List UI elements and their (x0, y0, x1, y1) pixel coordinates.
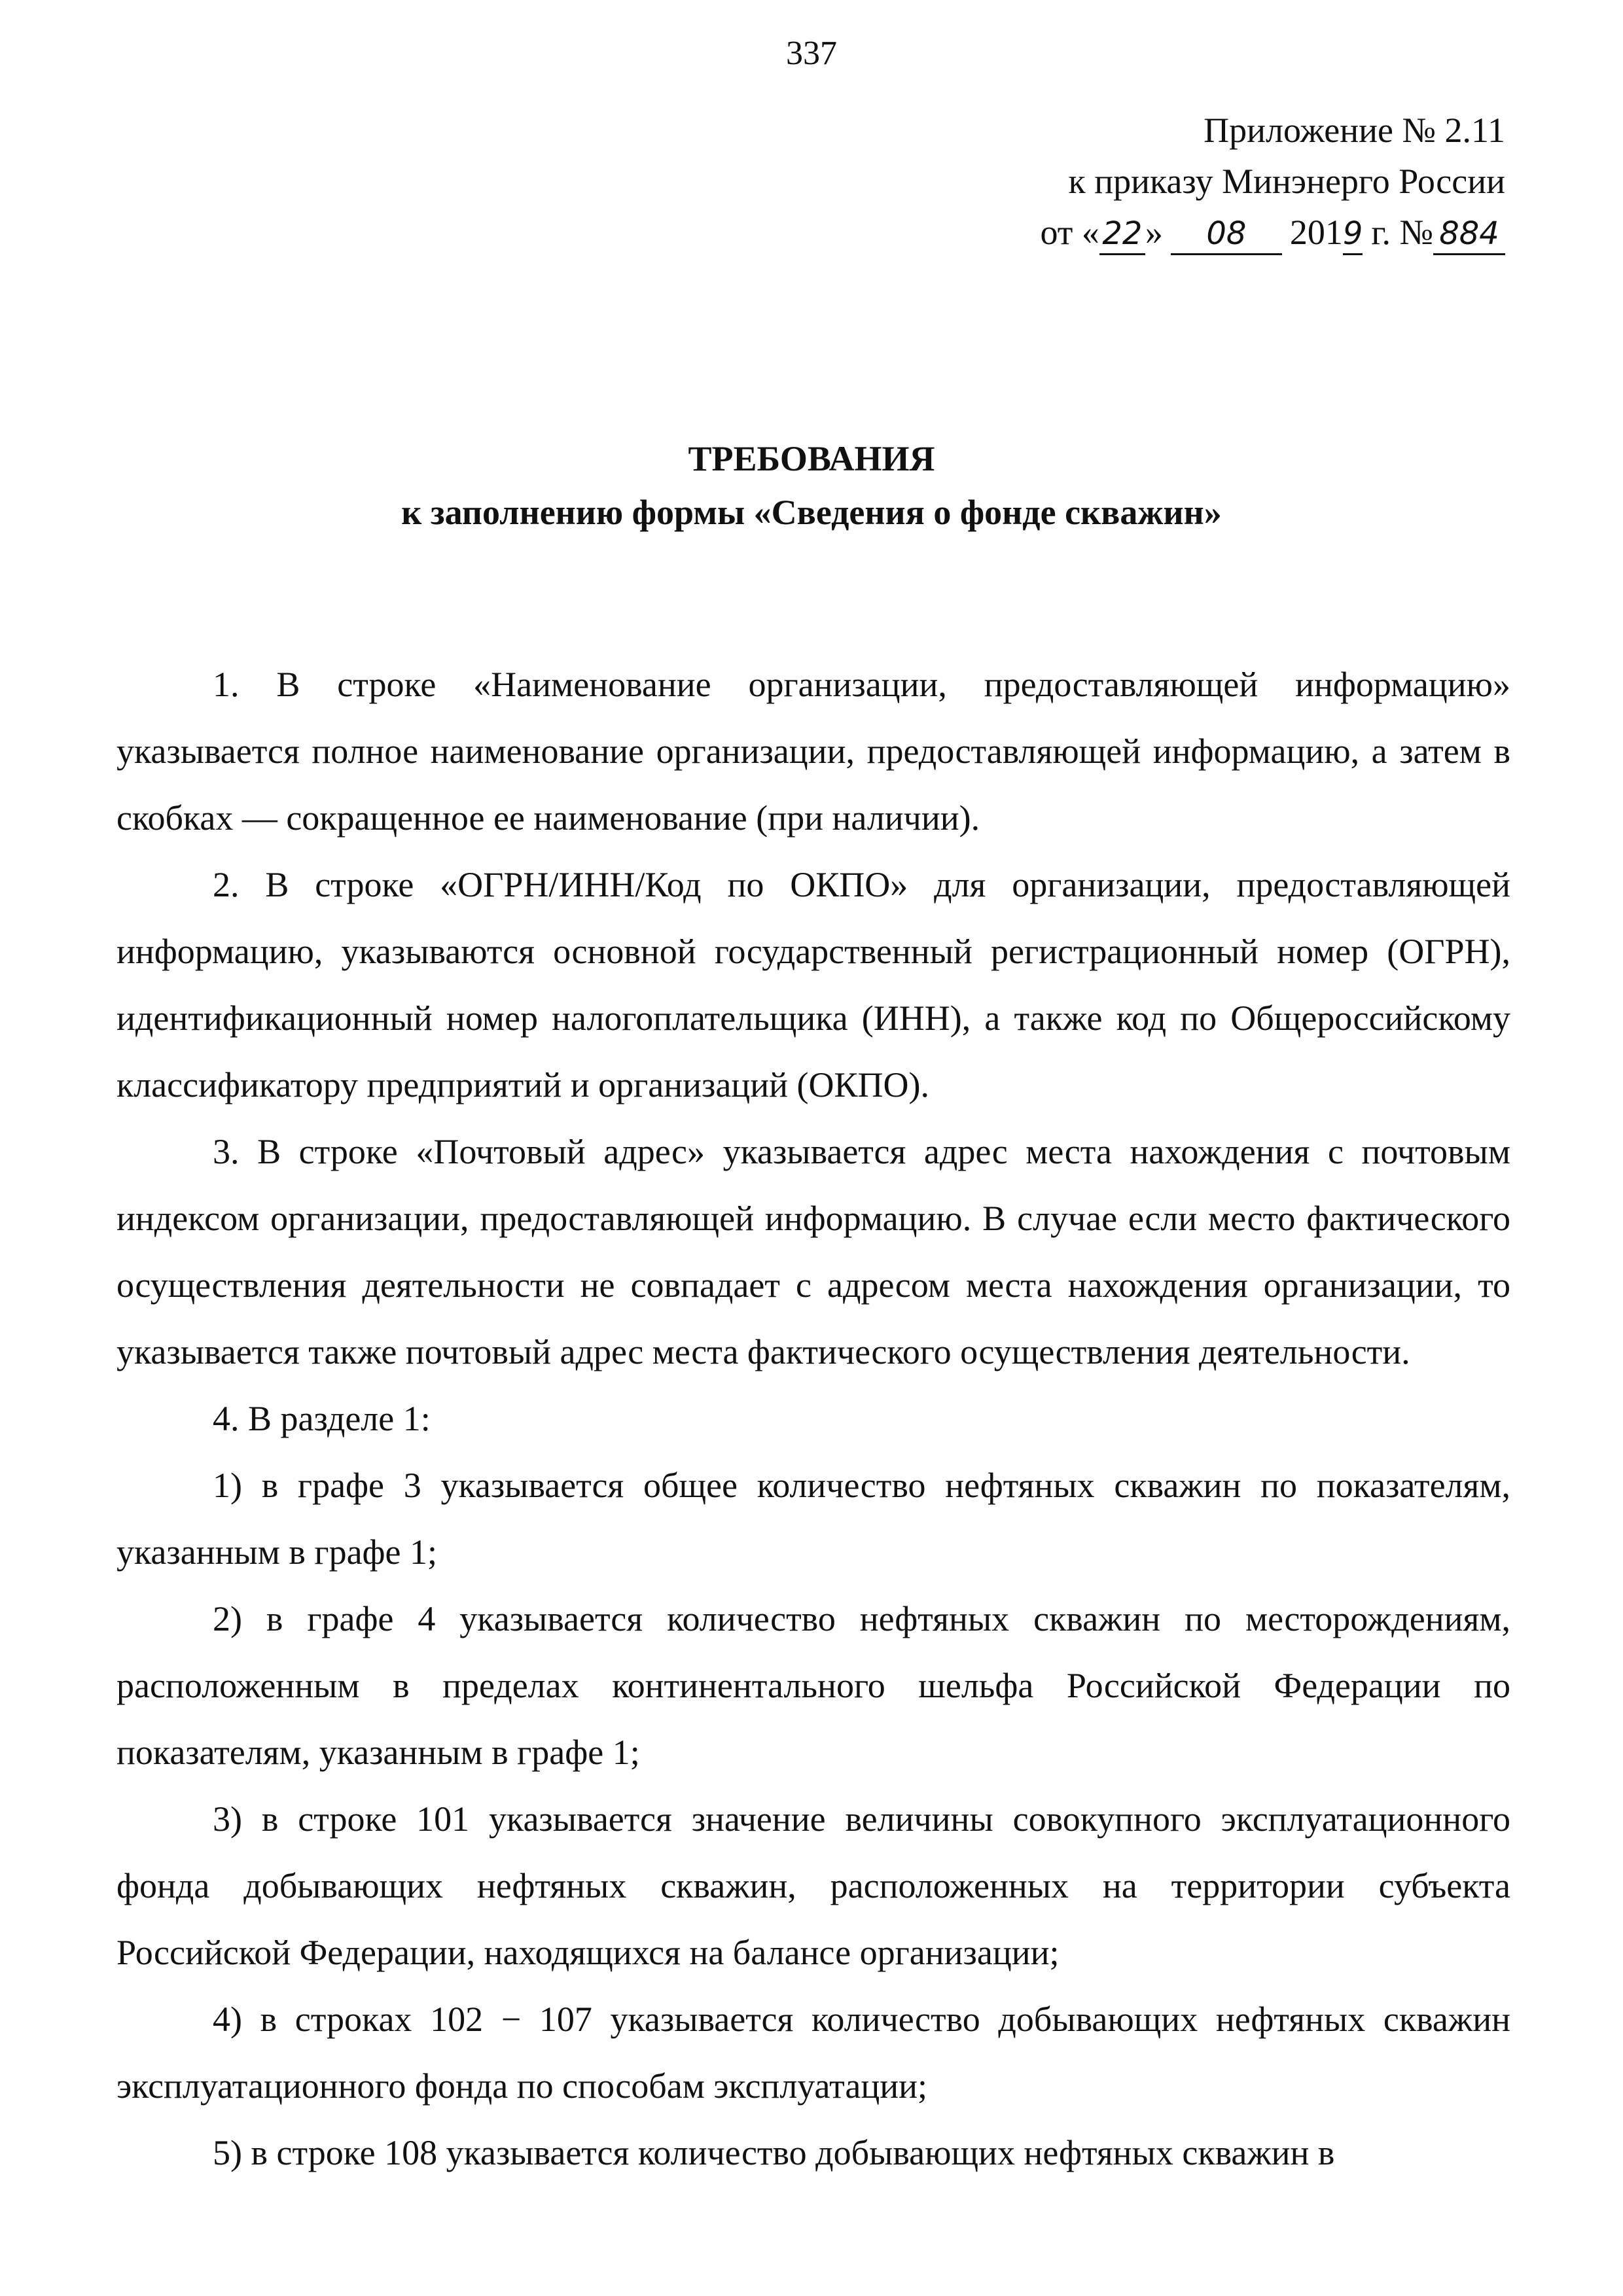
title-subheading: к заполнению формы «Сведения о фонде скважин» (401, 493, 1222, 532)
date-quote-close: » (1145, 213, 1163, 252)
paragraph-1: 1. В строке «Наименование организации, предоставляющей информацию» указывается полное наименование организации, предоставляющей информацию, а затем в скобках — сокращенное ее наименование (при наличии). (116, 665, 1510, 838)
handwritten-year-digit: 9 (1343, 214, 1363, 255)
document-title (0, 432, 1623, 539)
list-item-4: 4) в строках 102 − 107 указывается количество добывающих нефтяных скважин эксплуатационного фонда по способам эксплуатации; (116, 2000, 1510, 2106)
paragraph-4: 4. В разделе 1: (213, 1399, 431, 1438)
year-suffix: г. № (1362, 213, 1433, 252)
paragraph-3: 3. В строке «Почтовый адрес» указывается адрес места нахождения с почтовым индексом организации, предоставляющей информацию. В случае если место фактического осуществления деятельности не совпадает с адресом места нахождения организации, то указывается также почтовый адрес места фактического осуществления деятельности. (116, 1132, 1510, 1371)
appendix-date-line (995, 207, 1505, 258)
list-item-1: 1) в графе 3 указывается общее количество нефтяных скважин по показателям, указанным в графе 1; (116, 1466, 1510, 1572)
title-heading: ТРЕБОВАНИЯ (688, 439, 935, 478)
appendix-title: Приложение № 2.11 (1204, 111, 1505, 150)
date-prefix: от « (1040, 213, 1099, 252)
page-number: 337 (786, 35, 837, 72)
appendix-order-reference: к приказу Минэнерго России (1068, 162, 1505, 201)
paragraph-2: 2. В строке «ОГРН/ИНН/Код по ОКПО» для организации, предоставляющей информацию, указываются основной государственный регистрационный номер (ОГРН), идентификационный номер налогоплательщика (ИНН), а также код по Общероссийскому классификатору предприятий и организаций (ОКПО). (116, 865, 1510, 1104)
list-item-3: 3) в строке 101 указывается значение величины совокупного эксплуатационного фонда добывающих нефтяных скважин, расположенных на территории субъекта Российской Федерации, находящихся на балансе организации; (116, 1799, 1510, 1972)
handwritten-order-number: 884 (1433, 214, 1505, 255)
appendix-block (995, 105, 1505, 258)
list-item-5: 5) в строке 108 указывается количество добывающих нефтяных скважин в (213, 2133, 1335, 2172)
year-prefix: 201 (1289, 213, 1343, 252)
body-text (116, 651, 1510, 2186)
handwritten-month: 08 (1171, 214, 1282, 255)
handwritten-day: 22 (1099, 214, 1145, 255)
list-item-2: 2) в графе 4 указывается количество нефтяных скважин по месторождениям, расположенным в пределах континентального шельфа Российской Федерации по показателям, указанным в графе 1; (116, 1599, 1510, 1772)
